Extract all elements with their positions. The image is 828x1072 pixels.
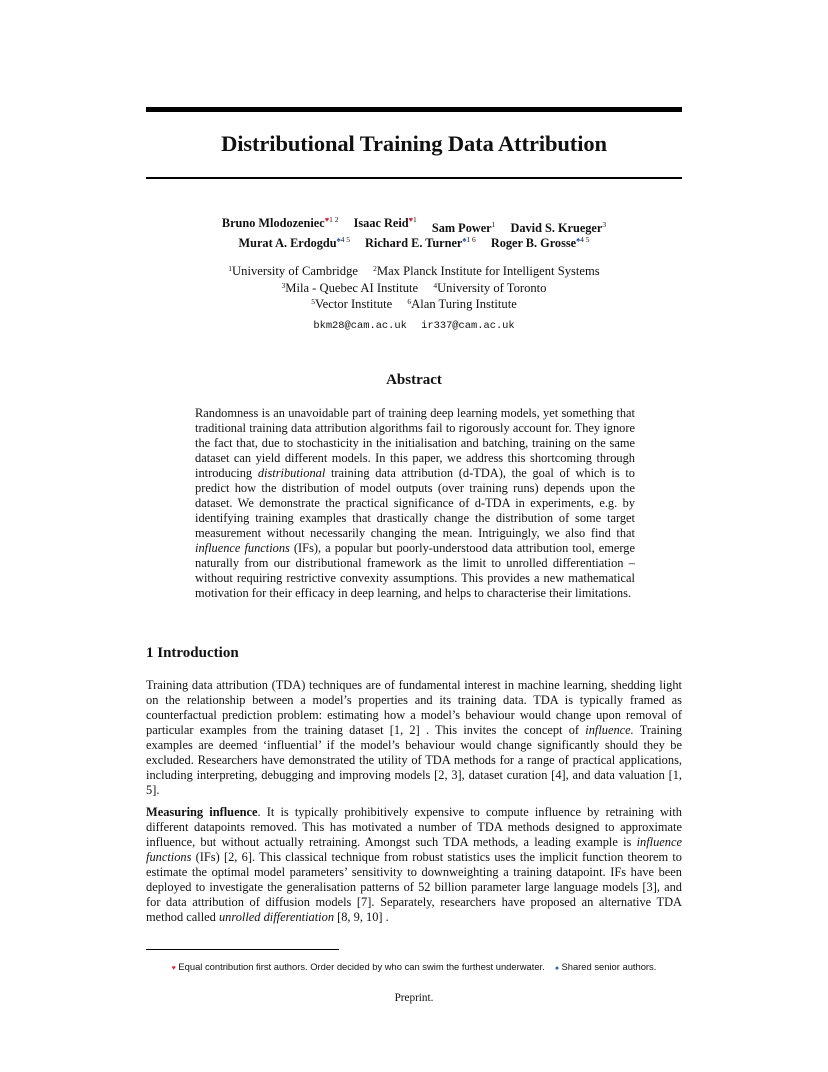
email-link[interactable]: ir337@cam.ac.uk bbox=[421, 320, 515, 332]
author: Bruno Mlodozeniec$^{♥1 2}$ bbox=[221, 215, 339, 230]
author: David S. Krueger$^3$ bbox=[510, 220, 607, 235]
author: Murat A. Erdogdu$^{♠4 5}$ bbox=[238, 235, 350, 250]
affiliations bbox=[146, 264, 682, 314]
affiliation: $^5$Vector Institute bbox=[311, 297, 393, 311]
author: Roger B. Grosse$^{♠4 5}$ bbox=[490, 235, 590, 250]
footnote-rule bbox=[146, 949, 339, 950]
section-heading-introduction: 1 Introduction bbox=[146, 645, 239, 661]
affiliation: $^4$University of Toronto bbox=[433, 280, 547, 295]
affiliation-line bbox=[146, 297, 682, 314]
author-emails bbox=[146, 320, 682, 332]
authors-row-1 bbox=[146, 215, 682, 235]
preprint-label: Preprint. bbox=[394, 992, 434, 1004]
affiliation-line bbox=[146, 281, 682, 298]
affiliation: $^6$Alan Turing Institute bbox=[407, 297, 517, 311]
top-rule bbox=[146, 107, 682, 112]
author: Sam Power$^1$ bbox=[431, 220, 496, 235]
affiliation: $^1$University of Cambridge bbox=[228, 264, 358, 278]
affiliation: $^3$Mila - Quebec AI Institute bbox=[281, 280, 419, 295]
affiliation-line bbox=[146, 264, 682, 281]
spade-icon: ♠ bbox=[555, 965, 559, 972]
email-link[interactable]: bkm28@cam.ac.uk bbox=[313, 320, 407, 332]
affiliation: $^2$Max Planck Institute for Intelligent Systems bbox=[373, 264, 600, 278]
footnote: ♥ Equal contribution first authors. Order decided by who can swim the furthest underwater. ♠ Shared senior authors. bbox=[171, 961, 657, 972]
intro-paragraph-2: Measuring influence. It is typically prohibitively expensive to compute influence by retraining with different datapoints removed. This has motivated a number of TDA methods designed to approximate influence, but without actually retraining. Amongst such TDA methods, a leading example is influence functions (IFs) [2, 6]. This classical technique from robust statistics uses the implicit function theorem to estimate the optimal model parameters’ sensitivity to downweighting a training datapoint. IFs have been deployed to investigate the generalisation patterns of 52 billion parameter large language models [3], and for data attribution of diffusion models [7]. Separately, researchers have proposed an alternative TDA method called unrolled differentiation [8, 9, 10] . bbox=[146, 805, 682, 924]
title-rule bbox=[146, 177, 682, 179]
abstract-heading: Abstract bbox=[386, 372, 442, 388]
abstract-body: Randomness is an unavoidable part of training deep learning models, yet something that traditional training data attribution algorithms fail to rigorously account for. They ignore the fact that, due to stochasticity in the initialisation and batching, training on the same dataset can yield different models. In this paper, we address this shortcoming through introducing distributional training data attribution (d-TDA), the goal of which is to predict how the distribution of model outputs (over training runs) depends upon the dataset. We demonstrate the practical significance of d-TDA in experiments, e.g. by identifying training examples that drastically change the distribution of some target measurement without necessarily changing the mean. Intriguingly, we also find that influence functions (IFs), a popular but poorly-understood data attribution tool, emerge naturally from our distributional framework as the limit to unrolled differentiation – without requiring restrictive convexity assumptions. This provides a new mathematical motivation for their efficacy in deep learning, and helps to characterise their limitations. bbox=[195, 406, 635, 600]
author: Richard E. Turner$^{♠1 6}$ bbox=[365, 235, 476, 250]
author: Isaac Reid$^{♥1}$ bbox=[353, 215, 417, 230]
paper-title: Distributional Training Data Attribution bbox=[221, 131, 607, 156]
authors-row-2 bbox=[146, 236, 682, 251]
intro-paragraph-1: Training data attribution (TDA) techniques are of fundamental interest in machine learning, shedding light on the relationship between a model’s properties and its training data. TDA is typically framed as counterfactual prediction problem: estimating how a model’s behaviour would change upon removal of particular examples from the training dataset [1, 2] . This invites the concept of influence. Training examples are deemed ‘influential’ if the model’s behaviour would change significantly should they be excluded. Researchers have demonstrated the utility of TDA methods for a range of practical applications, including interpreting, debugging and improving models [2, 3], dataset curation [4], and data valuation [1, 5]. bbox=[146, 678, 682, 797]
heart-icon: ♥ bbox=[171, 965, 176, 972]
